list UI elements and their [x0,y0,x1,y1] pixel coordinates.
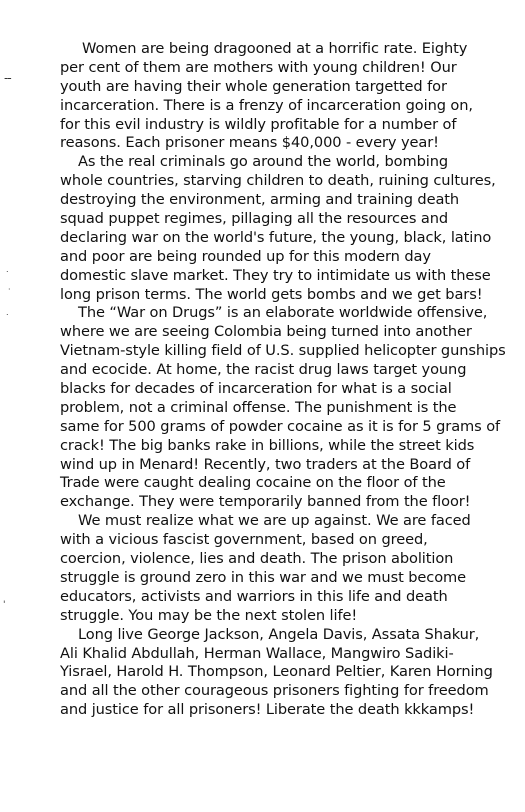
text-line: Trade were caught dealing cocaine on the floor of the [60,474,446,492]
text-line: crack! The big banks rake in billions, while the street kids [60,436,475,454]
text-line: wind up in Menard! Recently, two traders at the Board of [60,455,471,473]
text-line: whole countries, starving children to death, ruining cultures, [60,172,496,190]
text-line: blacks for decades of incarceration for what is a social [60,380,452,398]
text-line: The “War on Drugs” is an elaborate worldwide offensive, [78,304,488,322]
body-text [40,40,506,720]
text-line: struggle is ground zero in this war and we must become [60,568,467,586]
text-line: incarceration. There is a frenzy of incarceration going on, [60,96,473,114]
text-line: Vietnam-style killing field of U.S. supplied helicopter gunships [60,342,506,360]
text-line: problem, not a criminal offense. The punishment is the [60,398,457,416]
text-line: same for 500 grams of powder cocaine as it is for 5 grams of [60,417,501,435]
text-line: declaring war on the world's future, the young, black, latino [60,228,492,246]
text-line: reasons. Each prisoner means $40,000 - every year! [60,134,439,152]
text-line: destroying the environment, arming and training death [60,191,460,209]
text-line: struggle. You may be the next stolen life! [60,606,358,624]
margin-dot-mark: . [6,265,9,274]
text-line: Long live George Jackson, Angela Davis, Assata Shakur, [78,625,480,643]
text-line: per cent of them are mothers with young children! Our [60,58,457,76]
margin-dot-mark: · [8,285,11,294]
text-line: and justice for all prisoners! Liberate the death kkkamps! [60,701,475,719]
text-line: long prison terms. The world gets bombs and we get bars! [60,285,483,303]
text-line: educators, activists and warriors in this life and death [60,587,448,605]
text-line: squad puppet regimes, pillaging all the resources and [60,210,449,228]
text-line: and ecocide. At home, the racist drug laws target young [60,361,467,379]
text-line: youth are having their whole generation targetted for [60,77,447,95]
text-line: Women are being dragooned at a horrific rate. Eighty [82,40,468,57]
text-line: Yisrael, Harold H. Thompson, Leonard Peltier, Karen Horning [60,663,493,681]
text-line: with a vicious fascist government, based on greed, [60,531,428,549]
text-line: domestic slave market. They try to intimidate us with these [60,266,491,284]
text-line: and all the other courageous prisoners fighting for freedom [60,682,489,700]
text-line: coercion, violence, lies and death. The prison abolition [60,550,454,568]
text-line: exchange. They were temporarily banned from the floor! [60,493,471,511]
text-line: As the real criminals go around the world, bombing [78,153,449,171]
text-line: and poor are being rounded up for this modern day [60,247,431,265]
text-line: for this evil industry is wildly profitable for a number of [60,115,457,133]
text-line: We must realize what we are up against. We are faced [78,512,471,530]
text-line: where we are seeing Colombia being turned into another [60,323,472,341]
margin-dash-mark: -- [4,71,11,85]
text-line: Ali Khalid Abdullah, Herman Wallace, Mangwiro Sadiki- [60,644,454,662]
margin-tick-mark: ' [3,600,6,610]
margin-dot-mark: . [6,308,9,317]
